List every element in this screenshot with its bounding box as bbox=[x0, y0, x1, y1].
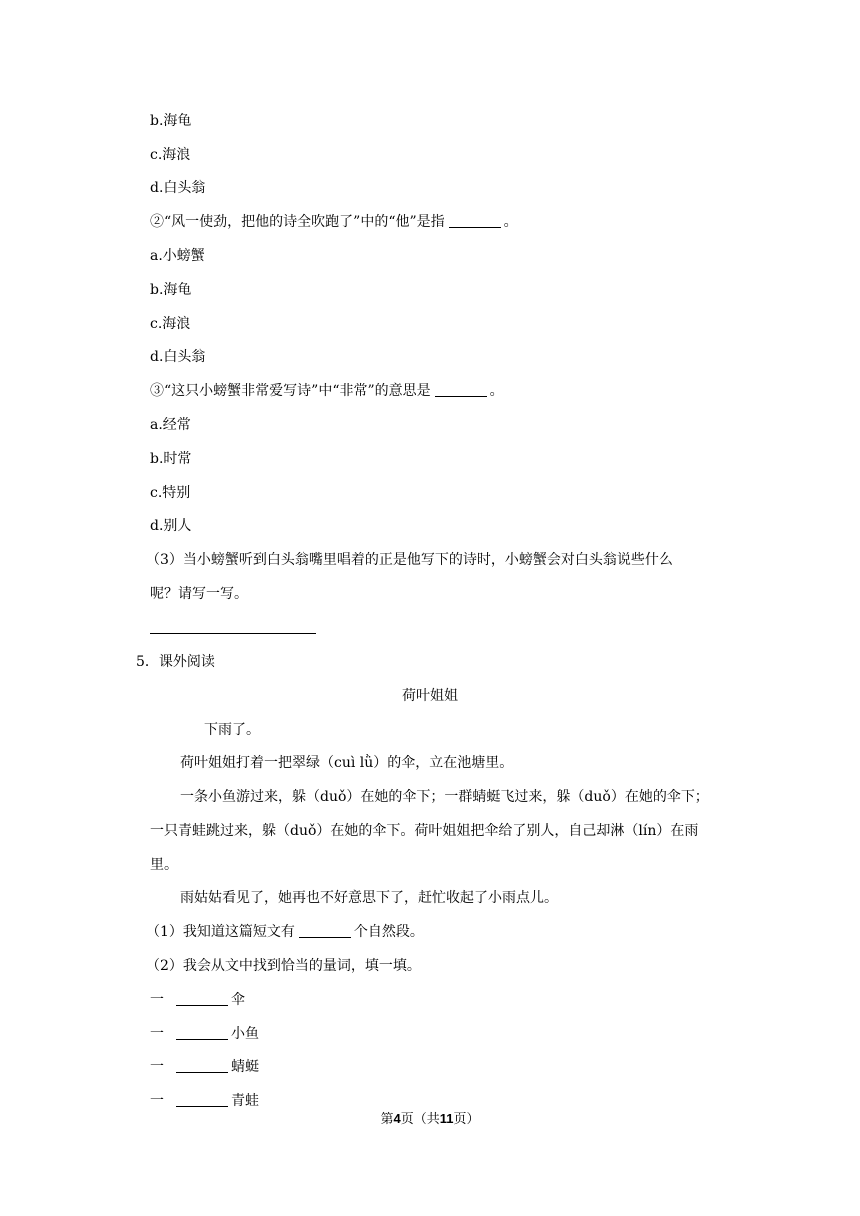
fill-prefix: 一 bbox=[150, 1059, 164, 1075]
q2-option-d: d.白头翁 bbox=[150, 349, 206, 365]
q3-prompt-text: ③“这只小螃蟹非常爱写诗”中“非常”的意思是 bbox=[150, 383, 431, 399]
q5-heading: 5．课外阅读 bbox=[136, 654, 215, 670]
passage-paragraph-2: 荷叶姐姐打着一把翠绿（cuì lǜ）的伞，立在池塘里。 bbox=[180, 755, 514, 771]
passage-title: 荷叶姐姐 bbox=[402, 688, 458, 704]
q3-option-c: c.特别 bbox=[150, 485, 191, 501]
fill-noun: 伞 bbox=[231, 992, 245, 1008]
page-footer bbox=[0, 1109, 860, 1130]
sub3-line-2: 呢？请写一写。 bbox=[150, 586, 248, 602]
q5-sub2: （2）我会从文中找到恰当的量词，填一填。 bbox=[146, 958, 421, 974]
q1-option-c: c.海浪 bbox=[150, 147, 191, 163]
fill-blank[interactable] bbox=[176, 991, 228, 1006]
q3-option-b: b.时常 bbox=[150, 451, 192, 467]
q3-answer-blank[interactable] bbox=[435, 382, 487, 397]
sub3-answer-line[interactable] bbox=[150, 633, 316, 634]
fill-prefix: 一 bbox=[150, 1093, 164, 1109]
q2-prompt bbox=[150, 212, 518, 232]
fill-noun: 青蛙 bbox=[231, 1093, 259, 1109]
footer-middle: 页（共 bbox=[400, 1112, 440, 1127]
q5-sub1 bbox=[146, 922, 424, 942]
q1-option-b: b.海龟 bbox=[150, 113, 192, 129]
fill-item bbox=[150, 1091, 259, 1111]
passage-paragraph-4: 雨姑姑看见了，她再也不好意思下了，赶忙收起了小雨点儿。 bbox=[180, 890, 558, 906]
passage-paragraph-3-line-1: 一条小鱼游过来，躲（duǒ）在她的伞下；一群蜻蜓飞过来，躲（duǒ）在她的伞下； bbox=[180, 789, 709, 805]
fill-noun: 小鱼 bbox=[231, 1026, 259, 1042]
fill-item bbox=[150, 1057, 259, 1077]
passage-paragraph-3-line-3: 里。 bbox=[150, 857, 178, 873]
fill-blank[interactable] bbox=[176, 1025, 228, 1040]
q2-prompt-end: 。 bbox=[503, 214, 518, 230]
q5-sub1-text: （1）我知道这篇短文有 bbox=[146, 924, 295, 940]
total-pages: 11 bbox=[439, 1111, 454, 1126]
q2-option-a: a.小螃蟹 bbox=[150, 248, 205, 264]
fill-blank[interactable] bbox=[176, 1092, 228, 1107]
fill-noun: 蜻蜓 bbox=[231, 1059, 259, 1075]
fill-blank[interactable] bbox=[176, 1058, 228, 1073]
passage-paragraph-3-line-2: 一只青蛙跳过来，躲（duǒ）在她的伞下。荷叶姐姐把伞给了别人，自己却淋（lín）在雨 bbox=[150, 823, 699, 839]
q2-prompt-text: ②“风一使劲，把他的诗全吹跑了”中的“他”是指 bbox=[150, 214, 445, 230]
passage-paragraph-1: 下雨了。 bbox=[204, 722, 260, 738]
q3-prompt-end: 。 bbox=[489, 383, 504, 399]
footer-suffix: 页） bbox=[453, 1112, 480, 1127]
fill-item bbox=[150, 990, 245, 1010]
fill-prefix: 一 bbox=[150, 1026, 164, 1042]
fill-prefix: 一 bbox=[150, 992, 164, 1008]
q5-sub1-blank[interactable] bbox=[299, 923, 351, 938]
sub3-line-1: （3）当小螃蟹听到白头翁嘴里唱着的正是他写下的诗时，小螃蟹会对白头翁说些什么 bbox=[146, 552, 673, 568]
q2-option-c: c.海浪 bbox=[150, 316, 191, 332]
q5-sub1-end: 个自然段。 bbox=[353, 924, 424, 940]
q2-option-b: b.海龟 bbox=[150, 282, 192, 298]
footer-prefix: 第 bbox=[380, 1112, 394, 1127]
fill-item bbox=[150, 1024, 259, 1044]
page-number: 4 bbox=[393, 1111, 401, 1126]
q3-option-d: d.别人 bbox=[150, 518, 192, 534]
q3-option-a: a.经常 bbox=[150, 417, 191, 433]
q2-answer-blank[interactable] bbox=[449, 213, 501, 228]
q3-prompt bbox=[150, 381, 504, 401]
q1-option-d: d.白头翁 bbox=[150, 180, 206, 196]
